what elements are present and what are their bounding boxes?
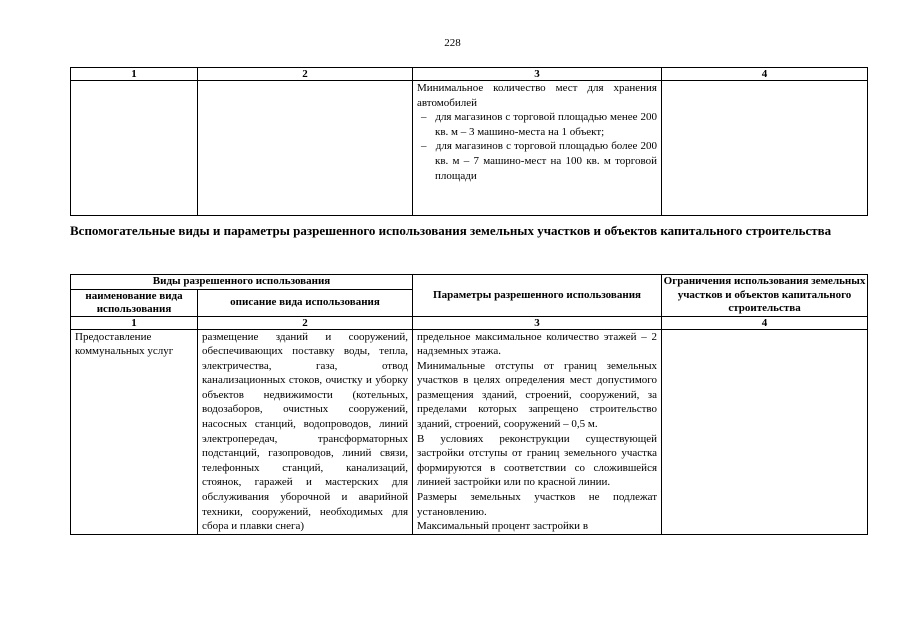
column-number: 2 <box>198 68 413 81</box>
section-title: Вспомогательные виды и параметры разрешенного использования земельных участков и объектов капитального строительства <box>70 223 832 238</box>
cell-description: размещение зданий и сооружений, обеспечивающих поставку воды, тепла, электричества, газа, отвод канализационных стоков, очистку и уборку объектов недвижимости (котельных, водозаборов, очистных сооружений, насосных станций, водопроводов, линий электропередач, трансформаторных подстанций, газопроводов, линий связи, телефонных станций, канализаций, стоянок, гаражей и мастерских для обслуживания уборочной и аварийной техники, сооружений, необходимых для сбора и плавки снега) <box>198 329 413 534</box>
column-number: 4 <box>662 68 868 81</box>
parameter-paragraph: Минимальные отступы от границ земельных участков в целях определения мест допустимого размещения зданий, строений, сооружений, за пределами которых запрещено строительство зданий, строений, сооружений – 0,5 м. <box>417 359 658 431</box>
column-number: 3 <box>413 68 662 81</box>
page-number: 228 <box>444 37 461 49</box>
column-number: 3 <box>413 316 662 329</box>
header-use-description: описание вида использования <box>198 289 413 316</box>
cell-restrictions <box>662 329 868 534</box>
table-row <box>71 329 868 534</box>
cell-parameters <box>413 329 662 534</box>
cell-name: Предоставление коммунальных услуг <box>71 329 198 534</box>
header-restrictions: Ограничения использования земельных участков и объектов капитального строительства <box>662 275 868 317</box>
auxiliary-uses-table <box>70 274 868 535</box>
parameter-paragraph: предельное максимальное количество этажей – 2 надземных этажа. <box>417 330 658 358</box>
column-number: 4 <box>662 316 868 329</box>
column-number-row <box>71 68 868 81</box>
header-group-uses: Виды разрешенного использования <box>71 275 413 290</box>
column-number: 1 <box>71 68 198 81</box>
header-use-name: наименование вида использования <box>71 289 198 316</box>
cell-restrictions <box>662 81 868 216</box>
list-item: – для магазинов с торговой площадью менее 200 кв. м – 3 машино-места на 1 объект; <box>421 111 657 138</box>
header-row <box>71 275 868 290</box>
parameter-paragraph: Максимальный процент застройки в <box>417 520 589 533</box>
column-number: 2 <box>198 316 413 329</box>
list-item: – для магазинов с торговой площадью более 200 кв. м – 7 машино-мест на 100 кв. м торговой площади <box>421 140 657 182</box>
parking-intro: Минимальное количество мест для хранения автомобилей <box>417 82 657 109</box>
list-item-text: для магазинов с торговой площадью менее 200 кв. м – 3 машино-места на 1 объект; <box>435 111 657 138</box>
column-number-row <box>71 316 868 329</box>
parameter-paragraph: Размеры земельных участков не подлежат установлению. <box>417 491 658 518</box>
parameter-paragraph: В условиях реконструкции существующей застройки отступы от границ земельного участка формируются в соответствии со сложившейся линией застройки или по красной линии. <box>417 432 658 489</box>
header-parameters: Параметры разрешенного использования <box>413 275 662 317</box>
list-item-text: для магазинов с торговой площадью более 200 кв. м – 7 машино-мест на 100 кв. м торговой площади <box>435 140 657 182</box>
cell-parameters <box>413 81 662 216</box>
continuation-table <box>70 67 868 216</box>
column-number: 1 <box>71 316 198 329</box>
table-row <box>71 81 868 216</box>
cell-name <box>71 81 198 216</box>
cell-description <box>198 81 413 216</box>
